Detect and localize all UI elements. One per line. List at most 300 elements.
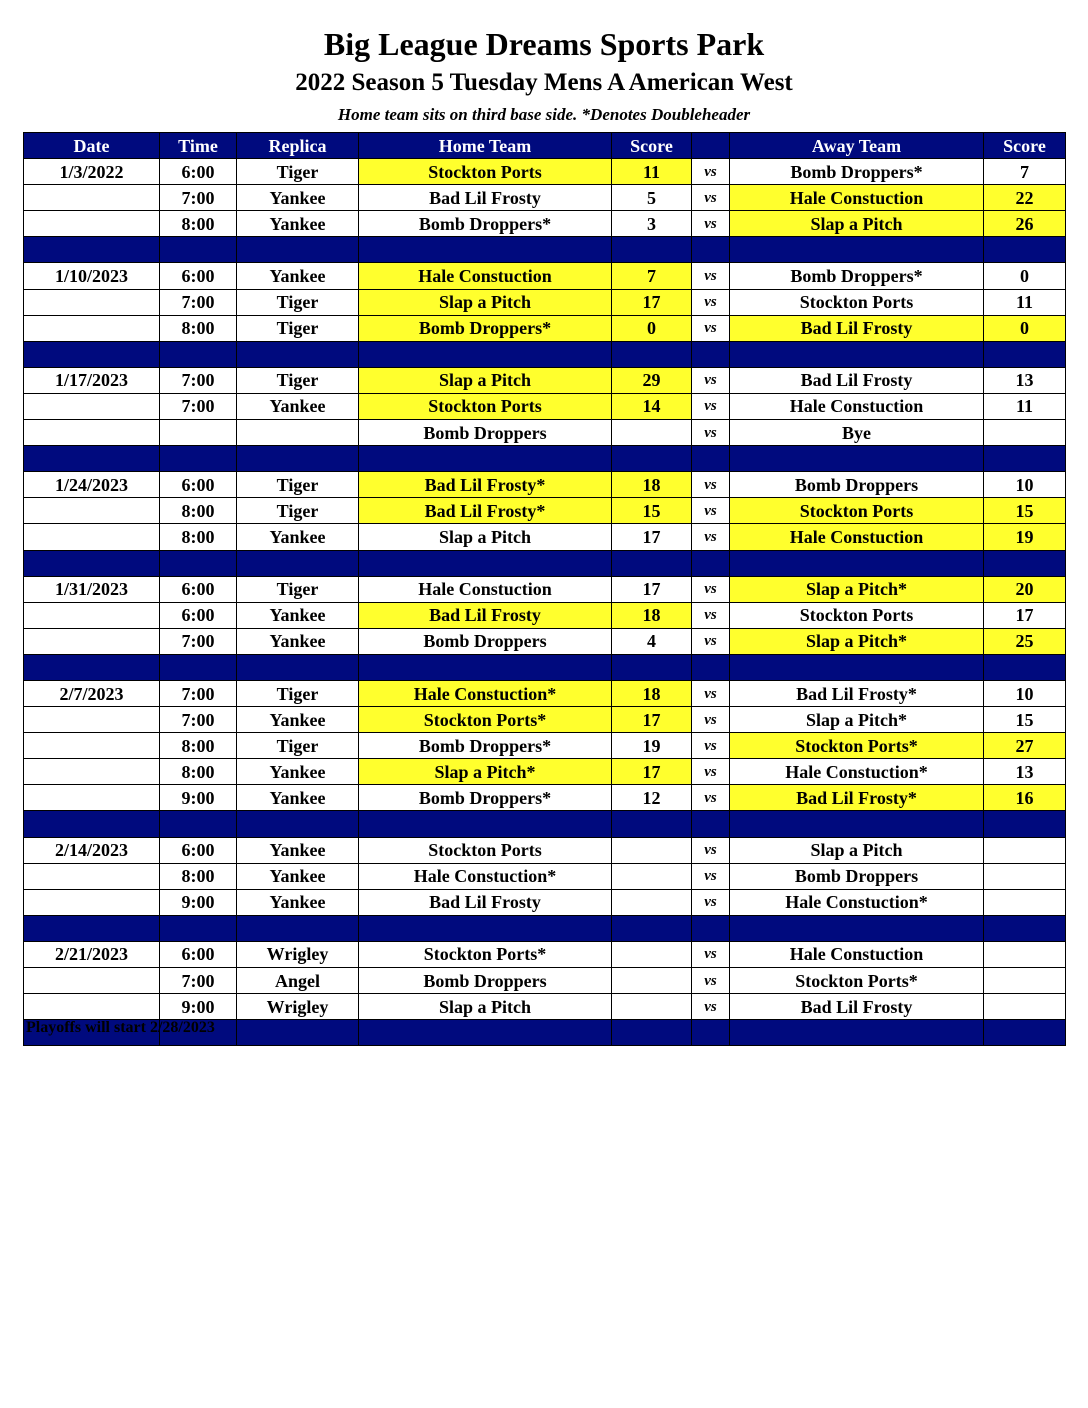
separator-cell: [359, 446, 612, 472]
home-team-cell: Hale Constuction: [359, 576, 612, 602]
time-cell: 8:00: [160, 498, 237, 524]
separator-cell: [160, 550, 237, 576]
table-row: [24, 707, 1066, 733]
replica-cell: Yankee: [237, 185, 359, 211]
replica-cell: Tiger: [237, 680, 359, 706]
separator-cell: [692, 811, 730, 837]
home-score-cell: 5: [612, 185, 692, 211]
away-team-cell: Bomb Droppers: [730, 472, 984, 498]
separator-cell: [24, 915, 160, 941]
home-score-cell: 0: [612, 315, 692, 341]
date-cell: 1/24/2023: [24, 472, 160, 498]
away-team-cell: Bad Lil Frosty: [730, 994, 984, 1020]
away-team-cell: Hale Constuction: [730, 941, 984, 967]
date-cell: [24, 315, 160, 341]
column-header-away-team: Away Team: [730, 133, 984, 159]
home-score-cell: [612, 889, 692, 915]
separator-cell: [160, 811, 237, 837]
home-team-cell: Stockton Ports: [359, 159, 612, 185]
home-score-cell: [612, 994, 692, 1020]
vs-cell: vs: [692, 968, 730, 994]
separator-cell: [237, 654, 359, 680]
week-separator-row: [24, 237, 1066, 263]
vs-cell: vs: [692, 315, 730, 341]
vs-cell: vs: [692, 420, 730, 446]
separator-cell: [692, 237, 730, 263]
home-score-cell: 11: [612, 159, 692, 185]
header-row: [24, 133, 1066, 159]
schedule-body: [24, 159, 1066, 1046]
replica-cell: Yankee: [237, 602, 359, 628]
time-cell: 8:00: [160, 733, 237, 759]
vs-cell: vs: [692, 837, 730, 863]
separator-cell: [730, 1020, 984, 1046]
table-row: [24, 576, 1066, 602]
separator-cell: [692, 446, 730, 472]
away-team-cell: Hale Constuction*: [730, 889, 984, 915]
table-row: [24, 393, 1066, 419]
away-team-cell: Slap a Pitch*: [730, 576, 984, 602]
table-row: [24, 733, 1066, 759]
date-cell: [24, 602, 160, 628]
time-cell: 6:00: [160, 941, 237, 967]
separator-cell: [730, 237, 984, 263]
table-row: [24, 211, 1066, 237]
away-score-cell: [984, 420, 1066, 446]
away-score-cell: 22: [984, 185, 1066, 211]
date-cell: [24, 707, 160, 733]
vs-cell: vs: [692, 602, 730, 628]
away-score-cell: 10: [984, 472, 1066, 498]
vs-cell: vs: [692, 785, 730, 811]
separator-cell: [24, 341, 160, 367]
separator-cell: [984, 1020, 1066, 1046]
home-team-cell: Hale Constuction*: [359, 680, 612, 706]
home-score-cell: [612, 420, 692, 446]
home-score-cell: 18: [612, 602, 692, 628]
home-team-cell: Slap a Pitch: [359, 289, 612, 315]
separator-cell: [984, 915, 1066, 941]
home-team-cell: Bomb Droppers*: [359, 733, 612, 759]
replica-cell: Yankee: [237, 524, 359, 550]
date-cell: 2/14/2023: [24, 837, 160, 863]
time-cell: 8:00: [160, 315, 237, 341]
separator-cell: [612, 237, 692, 263]
date-cell: [24, 863, 160, 889]
week-separator-row: [24, 915, 1066, 941]
column-header-replica: Replica: [237, 133, 359, 159]
vs-cell: vs: [692, 863, 730, 889]
home-score-cell: [612, 837, 692, 863]
away-score-cell: 20: [984, 576, 1066, 602]
away-score-cell: 15: [984, 707, 1066, 733]
separator-cell: [730, 654, 984, 680]
separator-cell: [730, 341, 984, 367]
away-team-cell: Bad Lil Frosty: [730, 367, 984, 393]
home-team-cell: Hale Constuction: [359, 263, 612, 289]
away-score-cell: 27: [984, 733, 1066, 759]
date-cell: 2/21/2023: [24, 941, 160, 967]
vs-cell: vs: [692, 367, 730, 393]
vs-cell: vs: [692, 263, 730, 289]
replica-cell: Tiger: [237, 289, 359, 315]
separator-cell: [160, 341, 237, 367]
replica-cell: Yankee: [237, 837, 359, 863]
away-score-cell: [984, 837, 1066, 863]
replica-cell: Tiger: [237, 472, 359, 498]
replica-cell: Yankee: [237, 785, 359, 811]
away-score-cell: 11: [984, 393, 1066, 419]
table-row: [24, 680, 1066, 706]
page-title: Big League Dreams Sports Park: [323, 26, 765, 62]
schedule-table: [23, 132, 1066, 1046]
date-cell: 1/31/2023: [24, 576, 160, 602]
home-team-cell: Bad Lil Frosty*: [359, 498, 612, 524]
page-note: Home team sits on third base side. *Denotes Doubleheader: [337, 105, 751, 124]
replica-cell: Tiger: [237, 498, 359, 524]
away-team-cell: Slap a Pitch*: [730, 707, 984, 733]
time-cell: 7:00: [160, 393, 237, 419]
vs-cell: vs: [692, 498, 730, 524]
home-score-cell: 17: [612, 707, 692, 733]
home-team-cell: Bomb Droppers: [359, 628, 612, 654]
column-header-away-score: Score: [984, 133, 1066, 159]
away-score-cell: 15: [984, 498, 1066, 524]
week-separator-row: [24, 654, 1066, 680]
home-score-cell: 4: [612, 628, 692, 654]
time-cell: 6:00: [160, 472, 237, 498]
away-score-cell: [984, 941, 1066, 967]
away-team-cell: Bye: [730, 420, 984, 446]
separator-cell: [237, 811, 359, 837]
separator-cell: [237, 446, 359, 472]
separator-cell: [612, 811, 692, 837]
away-team-cell: Slap a Pitch*: [730, 628, 984, 654]
vs-cell: vs: [692, 211, 730, 237]
week-separator-row: [24, 811, 1066, 837]
column-header-home-score: Score: [612, 133, 692, 159]
home-score-cell: 3: [612, 211, 692, 237]
time-cell: 6:00: [160, 159, 237, 185]
vs-cell: vs: [692, 994, 730, 1020]
home-team-cell: Stockton Ports: [359, 393, 612, 419]
replica-cell: Angel: [237, 968, 359, 994]
separator-cell: [730, 446, 984, 472]
home-team-cell: Bad Lil Frosty: [359, 602, 612, 628]
time-cell: [160, 420, 237, 446]
separator-cell: [24, 237, 160, 263]
replica-cell: Yankee: [237, 889, 359, 915]
replica-cell: Tiger: [237, 315, 359, 341]
home-team-cell: Hale Constuction*: [359, 863, 612, 889]
vs-cell: vs: [692, 680, 730, 706]
home-score-cell: 12: [612, 785, 692, 811]
away-team-cell: Stockton Ports*: [730, 733, 984, 759]
separator-cell: [612, 550, 692, 576]
home-team-cell: Slap a Pitch: [359, 994, 612, 1020]
away-team-cell: Bad Lil Frosty*: [730, 785, 984, 811]
table-row: [24, 159, 1066, 185]
table-row: [24, 837, 1066, 863]
away-score-cell: 0: [984, 315, 1066, 341]
column-header-date: Date: [24, 133, 160, 159]
time-cell: 7:00: [160, 968, 237, 994]
away-team-cell: Stockton Ports: [730, 289, 984, 315]
away-score-cell: 16: [984, 785, 1066, 811]
separator-cell: [730, 915, 984, 941]
away-team-cell: Bad Lil Frosty: [730, 315, 984, 341]
time-cell: 6:00: [160, 263, 237, 289]
away-team-cell: Stockton Ports*: [730, 968, 984, 994]
time-cell: 7:00: [160, 628, 237, 654]
separator-cell: [612, 654, 692, 680]
home-team-cell: Stockton Ports*: [359, 941, 612, 967]
footer-note: Playoffs will start 2/28/2023: [26, 1019, 215, 1036]
separator-cell: [612, 1020, 692, 1046]
time-cell: 7:00: [160, 707, 237, 733]
separator-cell: [359, 915, 612, 941]
separator-cell: [359, 811, 612, 837]
date-cell: 1/17/2023: [24, 367, 160, 393]
date-cell: [24, 628, 160, 654]
separator-cell: [359, 550, 612, 576]
column-header-vs: [692, 133, 730, 159]
separator-cell: [160, 446, 237, 472]
away-score-cell: [984, 863, 1066, 889]
date-cell: [24, 759, 160, 785]
home-team-cell: Slap a Pitch: [359, 524, 612, 550]
time-cell: 9:00: [160, 994, 237, 1020]
separator-cell: [612, 446, 692, 472]
home-team-cell: Slap a Pitch: [359, 367, 612, 393]
replica-cell: Tiger: [237, 576, 359, 602]
separator-cell: [24, 446, 160, 472]
separator-cell: [984, 341, 1066, 367]
date-cell: 1/10/2023: [24, 263, 160, 289]
separator-cell: [160, 237, 237, 263]
away-score-cell: 11: [984, 289, 1066, 315]
separator-cell: [359, 1020, 612, 1046]
replica-cell: Yankee: [237, 863, 359, 889]
date-cell: [24, 524, 160, 550]
home-score-cell: [612, 863, 692, 889]
table-row: [24, 968, 1066, 994]
away-score-cell: 7: [984, 159, 1066, 185]
home-team-cell: Bomb Droppers: [359, 968, 612, 994]
time-cell: 9:00: [160, 785, 237, 811]
away-team-cell: Hale Constuction: [730, 185, 984, 211]
time-cell: 6:00: [160, 837, 237, 863]
vs-cell: vs: [692, 472, 730, 498]
date-cell: [24, 185, 160, 211]
separator-cell: [730, 811, 984, 837]
date-cell: [24, 994, 160, 1020]
vs-cell: vs: [692, 159, 730, 185]
separator-cell: [237, 915, 359, 941]
table-row: [24, 420, 1066, 446]
separator-cell: [730, 550, 984, 576]
replica-cell: Yankee: [237, 759, 359, 785]
away-score-cell: 0: [984, 263, 1066, 289]
date-cell: [24, 785, 160, 811]
table-row: [24, 785, 1066, 811]
vs-cell: vs: [692, 576, 730, 602]
away-team-cell: Slap a Pitch: [730, 837, 984, 863]
separator-cell: [24, 654, 160, 680]
time-cell: 8:00: [160, 211, 237, 237]
separator-cell: [160, 654, 237, 680]
home-team-cell: Bomb Droppers*: [359, 211, 612, 237]
table-row: [24, 941, 1066, 967]
away-team-cell: Bomb Droppers: [730, 863, 984, 889]
table-row: [24, 863, 1066, 889]
separator-cell: [692, 915, 730, 941]
replica-cell: Wrigley: [237, 941, 359, 967]
vs-cell: vs: [692, 628, 730, 654]
separator-cell: [160, 915, 237, 941]
away-score-cell: [984, 994, 1066, 1020]
date-cell: 2/7/2023: [24, 680, 160, 706]
home-team-cell: Bad Lil Frosty*: [359, 472, 612, 498]
away-score-cell: 25: [984, 628, 1066, 654]
home-team-cell: Bad Lil Frosty: [359, 889, 612, 915]
vs-cell: vs: [692, 759, 730, 785]
replica-cell: [237, 420, 359, 446]
separator-cell: [24, 811, 160, 837]
separator-cell: [237, 237, 359, 263]
vs-cell: vs: [692, 393, 730, 419]
column-header-time: Time: [160, 133, 237, 159]
away-team-cell: Stockton Ports: [730, 602, 984, 628]
separator-cell: [237, 341, 359, 367]
separator-cell: [612, 341, 692, 367]
time-cell: 7:00: [160, 185, 237, 211]
away-team-cell: Bad Lil Frosty*: [730, 680, 984, 706]
time-cell: 7:00: [160, 367, 237, 393]
time-cell: 8:00: [160, 524, 237, 550]
separator-cell: [984, 654, 1066, 680]
home-score-cell: 17: [612, 524, 692, 550]
page-subtitle: 2022 Season 5 Tuesday Mens A American West: [295, 69, 793, 96]
table-row: [24, 289, 1066, 315]
home-score-cell: 15: [612, 498, 692, 524]
away-score-cell: 13: [984, 367, 1066, 393]
home-score-cell: [612, 941, 692, 967]
home-score-cell: 17: [612, 759, 692, 785]
time-cell: 8:00: [160, 759, 237, 785]
home-team-cell: Stockton Ports*: [359, 707, 612, 733]
separator-cell: [692, 654, 730, 680]
date-cell: [24, 211, 160, 237]
vs-cell: vs: [692, 733, 730, 759]
away-team-cell: Stockton Ports: [730, 498, 984, 524]
separator-cell: [984, 237, 1066, 263]
table-row: [24, 524, 1066, 550]
replica-cell: Tiger: [237, 159, 359, 185]
away-team-cell: Hale Constuction: [730, 393, 984, 419]
table-row: [24, 889, 1066, 915]
date-cell: [24, 498, 160, 524]
separator-cell: [359, 654, 612, 680]
date-cell: [24, 393, 160, 419]
vs-cell: vs: [692, 707, 730, 733]
time-cell: 7:00: [160, 289, 237, 315]
table-row: [24, 185, 1066, 211]
table-row: [24, 367, 1066, 393]
table-row: [24, 263, 1066, 289]
time-cell: 6:00: [160, 576, 237, 602]
away-score-cell: 10: [984, 680, 1066, 706]
separator-cell: [692, 341, 730, 367]
home-team-cell: Bad Lil Frosty: [359, 185, 612, 211]
home-team-cell: Bomb Droppers*: [359, 315, 612, 341]
date-cell: [24, 889, 160, 915]
away-team-cell: Bomb Droppers*: [730, 159, 984, 185]
vs-cell: vs: [692, 185, 730, 211]
time-cell: 6:00: [160, 602, 237, 628]
time-cell: 7:00: [160, 680, 237, 706]
vs-cell: vs: [692, 524, 730, 550]
away-team-cell: Hale Constuction*: [730, 759, 984, 785]
replica-cell: Yankee: [237, 211, 359, 237]
separator-cell: [612, 915, 692, 941]
table-row: [24, 628, 1066, 654]
week-separator-row: [24, 341, 1066, 367]
home-score-cell: 17: [612, 289, 692, 315]
replica-cell: Tiger: [237, 367, 359, 393]
separator-cell: [692, 1020, 730, 1046]
vs-cell: vs: [692, 941, 730, 967]
separator-cell: [359, 341, 612, 367]
time-cell: 8:00: [160, 863, 237, 889]
separator-cell: [692, 550, 730, 576]
date-cell: [24, 420, 160, 446]
home-score-cell: [612, 968, 692, 994]
away-score-cell: [984, 968, 1066, 994]
home-score-cell: 29: [612, 367, 692, 393]
separator-cell: [237, 550, 359, 576]
date-cell: [24, 733, 160, 759]
date-cell: [24, 968, 160, 994]
replica-cell: Tiger: [237, 733, 359, 759]
date-cell: 1/3/2022: [24, 159, 160, 185]
home-score-cell: 18: [612, 472, 692, 498]
replica-cell: Yankee: [237, 263, 359, 289]
home-team-cell: Bomb Droppers*: [359, 785, 612, 811]
home-team-cell: Bomb Droppers: [359, 420, 612, 446]
away-team-cell: Hale Constuction: [730, 524, 984, 550]
table-row: [24, 759, 1066, 785]
home-team-cell: Stockton Ports: [359, 837, 612, 863]
table-row: [24, 315, 1066, 341]
home-team-cell: Slap a Pitch*: [359, 759, 612, 785]
away-score-cell: 19: [984, 524, 1066, 550]
home-score-cell: 18: [612, 680, 692, 706]
away-team-cell: Bomb Droppers*: [730, 263, 984, 289]
week-separator-row: [24, 550, 1066, 576]
separator-cell: [984, 811, 1066, 837]
replica-cell: Wrigley: [237, 994, 359, 1020]
home-score-cell: 14: [612, 393, 692, 419]
separator-cell: [237, 1020, 359, 1046]
away-score-cell: 13: [984, 759, 1066, 785]
table-row: [24, 994, 1066, 1020]
column-header-home-team: Home Team: [359, 133, 612, 159]
time-cell: 9:00: [160, 889, 237, 915]
separator-cell: [359, 237, 612, 263]
table-row: [24, 602, 1066, 628]
week-separator-row: [24, 446, 1066, 472]
